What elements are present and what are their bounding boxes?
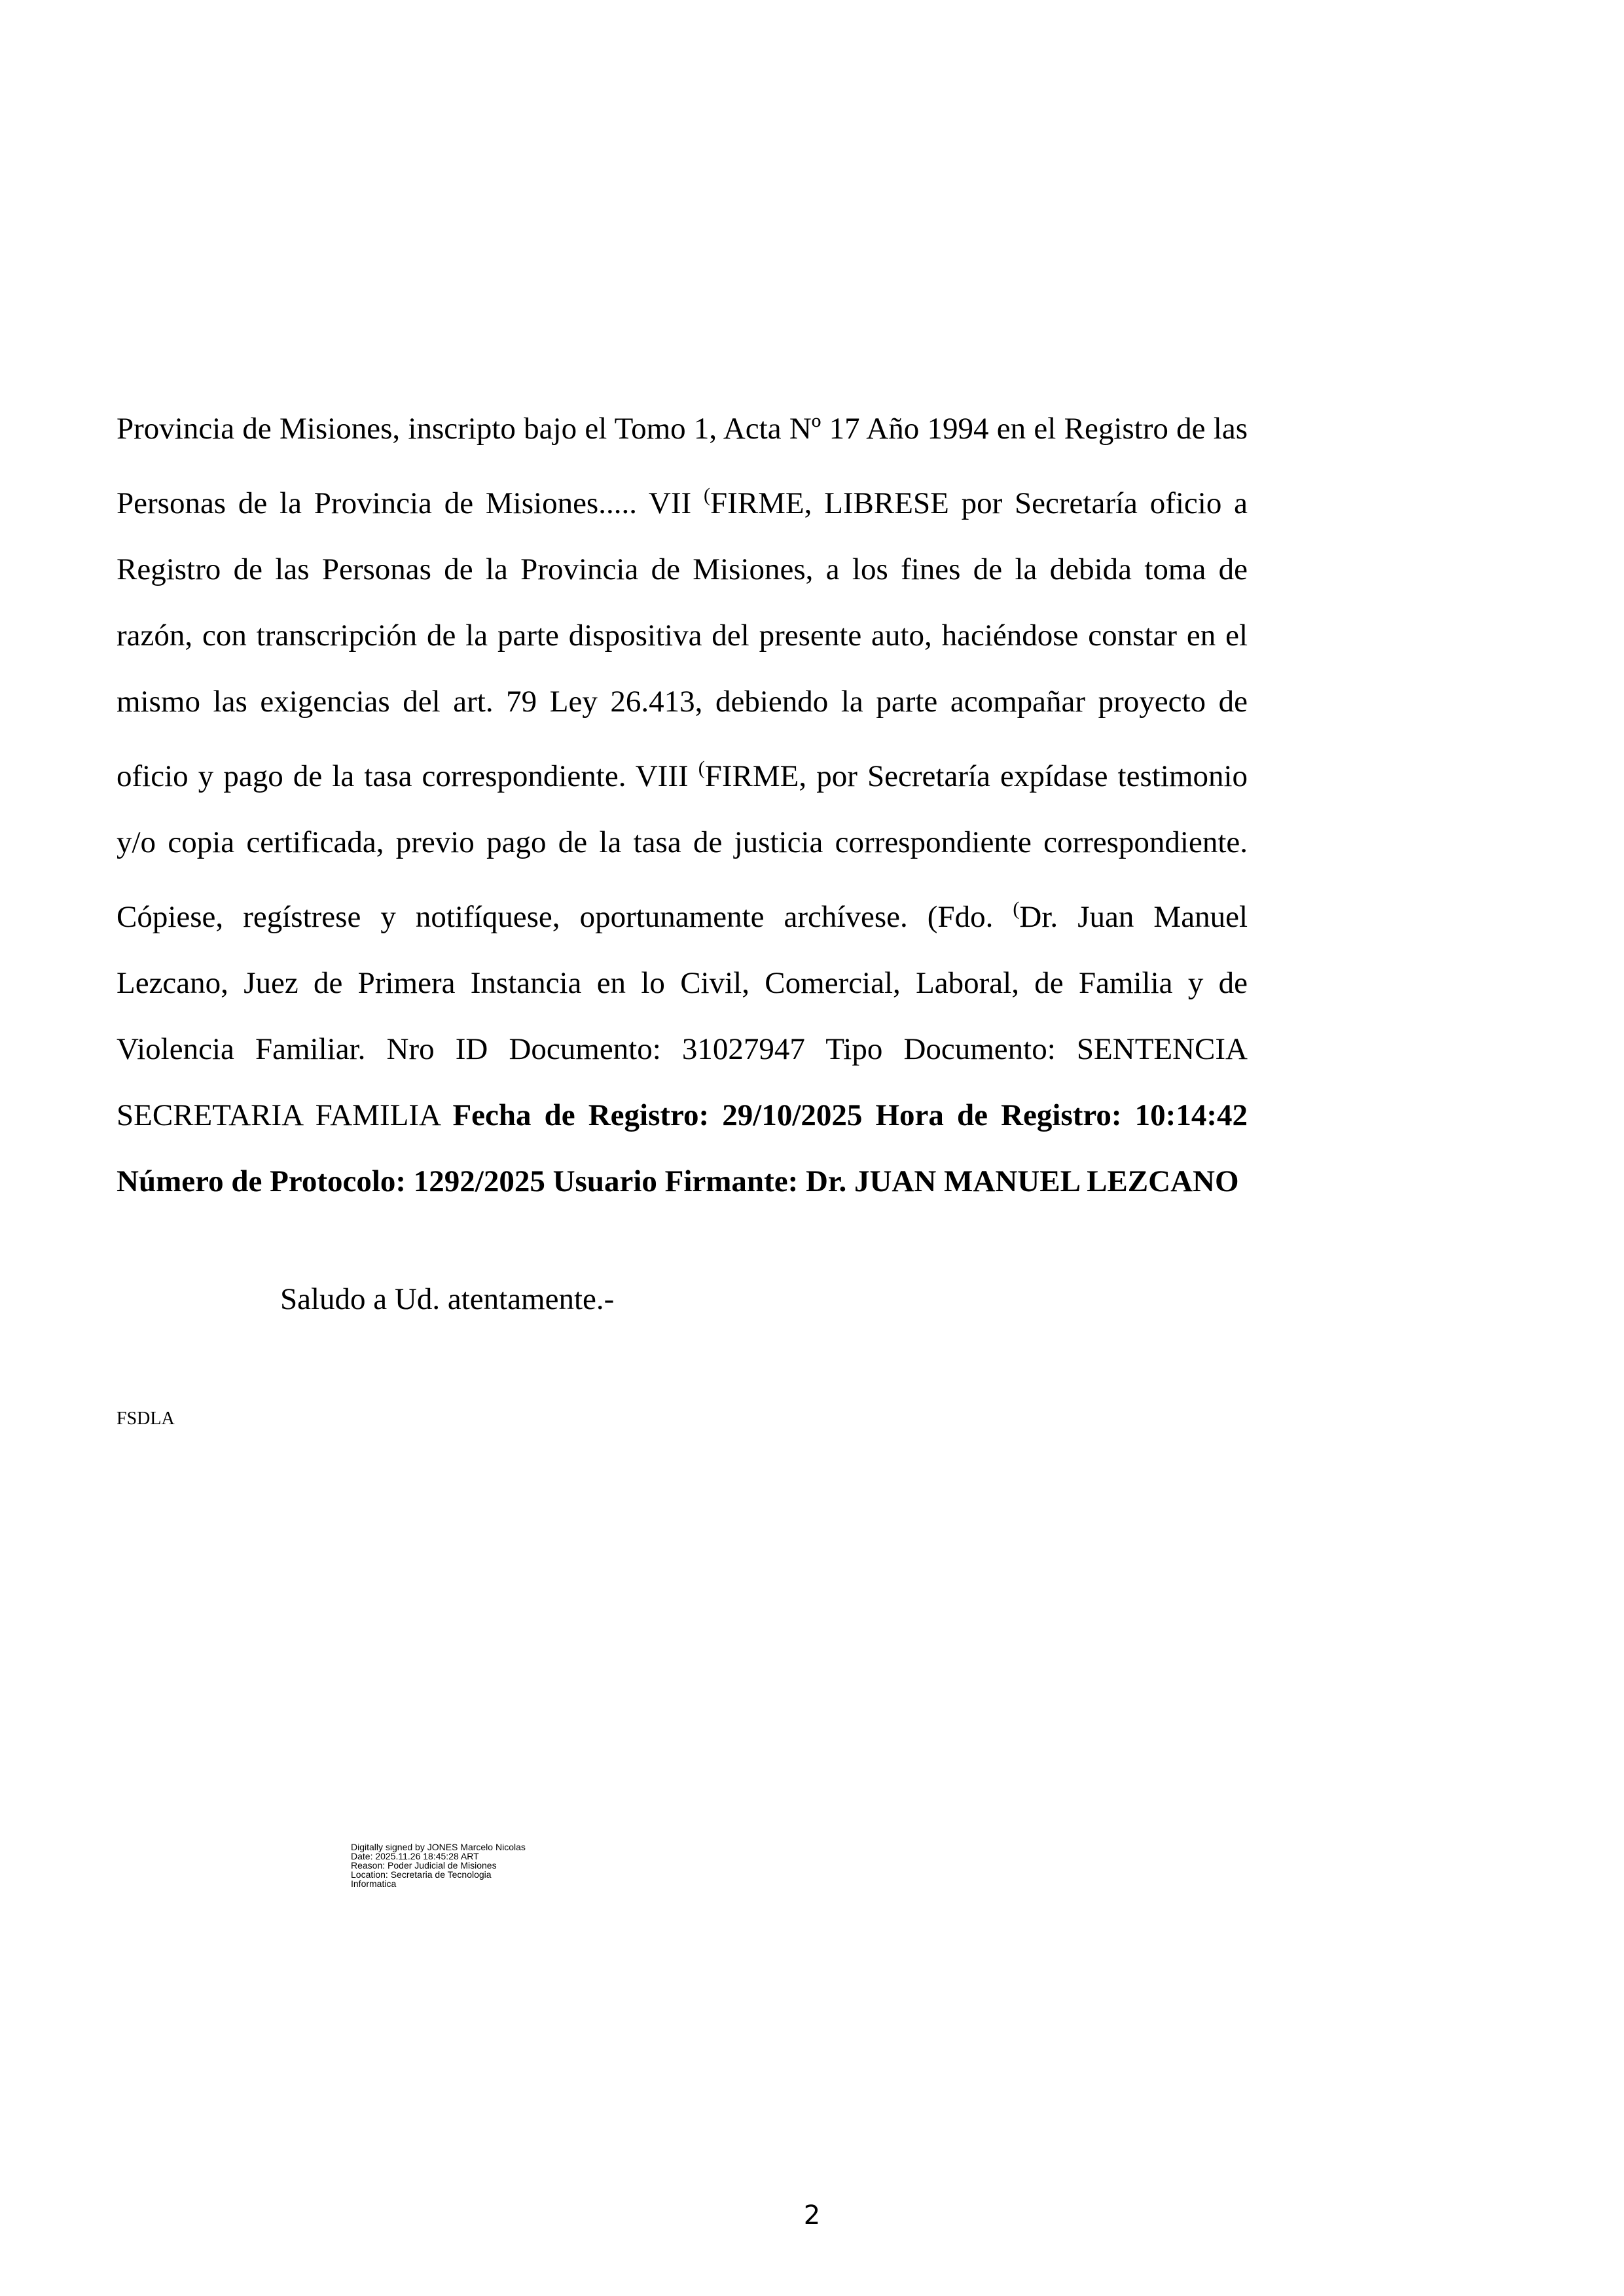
closing-salutation: Saludo a Ud. atentamente.-: [280, 1282, 615, 1316]
digital-signature-stamp: [351, 1842, 586, 1888]
author-initials: FSDLA: [117, 1408, 175, 1429]
body-text-part-3: FIRME, por Secretaría expídase testimonio y/o copia certificada, previo pago de la tasa de justicia correspondiente correspondiente. Cópiese, regístrese y notifíquese, oportunamente archívese. (Fdo.: [117, 759, 1248, 934]
signature-line-date: Date: 2025.11.26 18:45:28 ART: [351, 1851, 479, 1861]
open-paren-mark: (: [1013, 898, 1020, 920]
signature-line-reason: Reason: Poder Judicial de Misiones: [351, 1860, 497, 1871]
resolution-paragraph: [117, 396, 1248, 1215]
open-paren-mark: (: [703, 484, 710, 506]
open-paren-mark: (: [698, 757, 705, 779]
signature-line-location: Location: Secretaria de Tecnologia: [351, 1869, 492, 1880]
body-text-part-2: FIRME, LIBRESE por Secretaría oficio a Registro de las Personas de la Provincia de Misiones, a los fines de la debida toma de razón, con transcripción de la parte dispositiva del presente auto, haciéndose constar en el mismo las exigencias del art. 79 Ley 26.413, debiendo la parte acompañar proyecto de oficio y pago de la tasa correspondiente. VIII: [117, 486, 1248, 793]
page-number: 2: [803, 2200, 821, 2231]
signature-line-signed-by: Digitally signed by JONES Marcelo Nicolas: [351, 1842, 526, 1852]
body-text-part-4: Dr. Juan Manuel Lezcano, Juez de Primera Instancia en lo Civil, Comercial, Laboral, de Familia y de Violencia Familiar. Nro ID Documento: 31027947 Tipo Documento: SENTENCIA SECRETARIA FAMILIA: [117, 900, 1248, 1132]
signature-line-location-cont: Informatica: [351, 1878, 397, 1889]
registration-details: Fecha de Registro: 29/10/2025 Hora de Registro: 10:14:42 Número de Protocolo: 1292/2025 Usuario Firmante: Dr. JUAN MANUEL LEZCANO: [117, 1098, 1248, 1198]
body-text-part-1: Provincia de Misiones, inscripto bajo el Tomo 1, Acta Nº 17 Año 1994 en el Registro de las Personas de la Provincia de Misiones..... VII: [117, 412, 1248, 520]
